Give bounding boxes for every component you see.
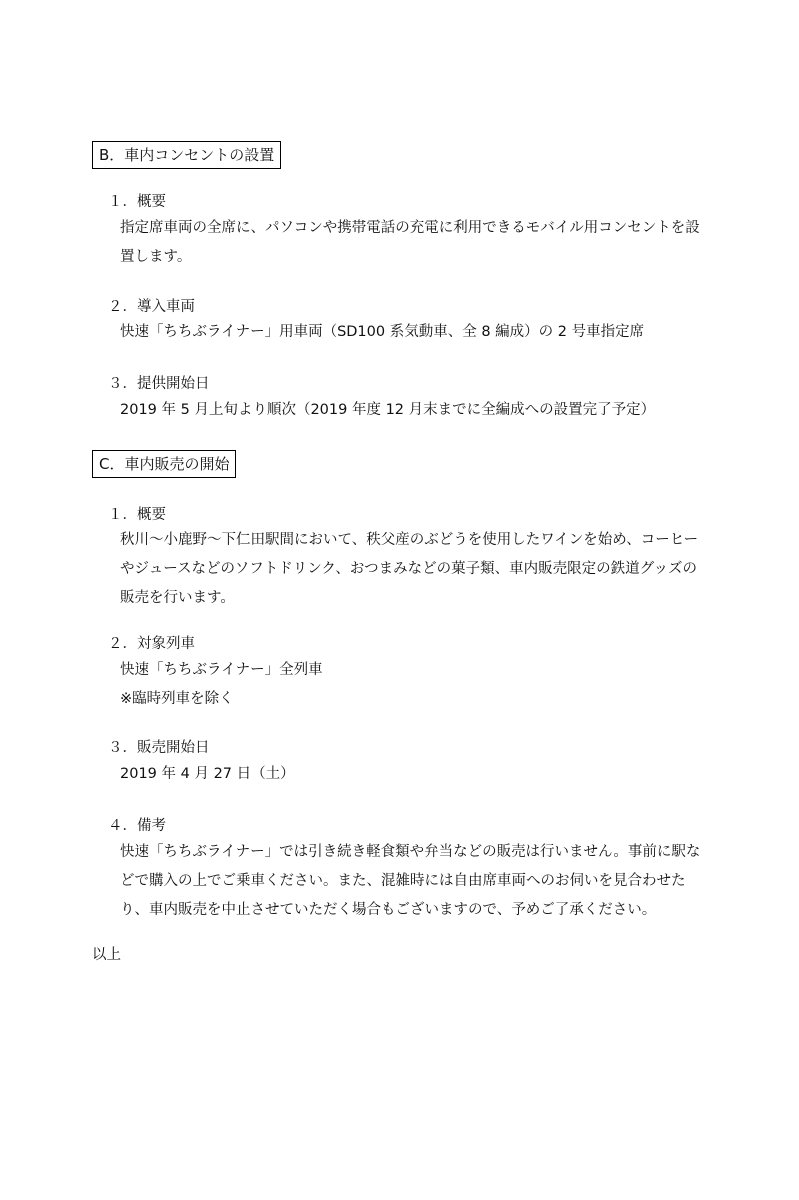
section-c-item4-body: [120, 838, 720, 925]
section-c-item3-heading: ３．販売開始日: [108, 740, 210, 756]
section-b-item3-body: [120, 396, 720, 425]
body-line: 快速「ちちぶライナー」全列車: [120, 662, 323, 678]
body-line: 指定席車両の全席に、パソコンや携帯電話の充電に利用できるモバイル用コンセントを設: [120, 220, 700, 236]
section-b-heading: B．車内コンセントの設置: [92, 141, 281, 169]
body-line: 2019 年 4 月 27 日（土）: [120, 766, 295, 782]
section-c-item1-heading: １．概要: [108, 507, 166, 523]
closing-text: 以上: [92, 947, 121, 963]
body-line: 置します。: [120, 249, 192, 265]
body-line: どで購入の上でご乗車ください。また、混雑時には自由席車両へのお伺いを見合わせた: [120, 873, 686, 889]
body-line: 秋川～小鹿野～下仁田駅間において、秩父産のぶどうを使用したワインを始め、コーヒー: [120, 532, 699, 548]
body-line: 快速「ちちぶライナー」用車両（SD100 系気動車、全 8 編成）の 2 号車指定席: [120, 324, 645, 340]
section-c-item1-body: [120, 526, 720, 613]
section-c-heading: C．車内販売の開始: [92, 450, 236, 478]
section-b-item1-heading: １．概要: [108, 194, 166, 210]
section-c-item2-body: [120, 656, 720, 714]
body-line: 2019 年 5 月上旬より順次（2019 年度 12 月末までに全編成への設置完了予定）: [120, 402, 656, 418]
section-b-item2-body: [120, 318, 720, 347]
section-b-item1-body: [120, 214, 720, 272]
body-line: やジュースなどのソフトドリンク、おつまみなどの菓子類、車内販売限定の鉄道グッズの: [120, 561, 697, 577]
section-c-item3-body: [120, 760, 720, 789]
section-b-item3-heading: ３．提供開始日: [108, 376, 210, 392]
body-line: り、車内販売を中止させていただく場合もございますので、予めご了承ください。: [120, 902, 657, 918]
body-line: 快速「ちちぶライナー」では引き続き軽食類や弁当などの販売は行いません。事前に駅な: [120, 844, 701, 860]
body-line: 販売を行います。: [120, 590, 235, 606]
body-line: ※臨時列車を除く: [120, 691, 234, 707]
section-c-item4-heading: ４．備考: [108, 818, 166, 834]
section-b-item2-heading: ２．導入車両: [108, 299, 195, 315]
section-c-item2-heading: ２．対象列車: [108, 636, 195, 652]
